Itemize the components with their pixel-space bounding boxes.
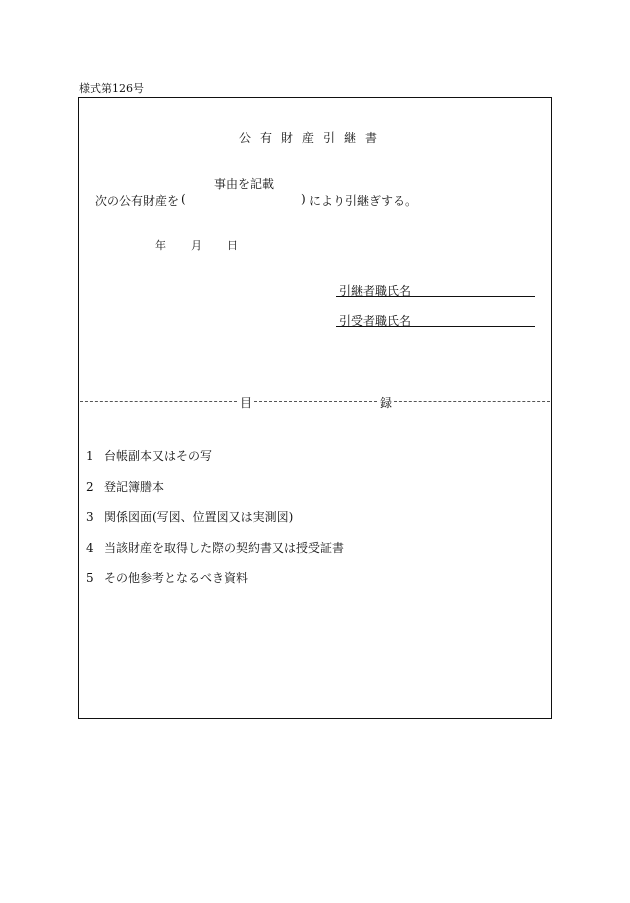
list-item-number: 3 (86, 510, 94, 524)
list-item-number: 5 (86, 571, 94, 585)
reason-note: 事由を記載 (214, 177, 275, 191)
list-item-text: その他参考となるべき資料 (104, 571, 249, 585)
form-number: 様式第126号 (79, 82, 144, 95)
transferor-name-label: 引継者職氏名 (339, 284, 412, 298)
list-item-text: 当該財産を取得した際の契約書又は授受証書 (104, 541, 345, 555)
receiver-signature-line (336, 326, 535, 327)
list-item-text: 台帳副本又はその写 (104, 449, 213, 463)
list-item (86, 508, 293, 525)
date-month-label: 月 (191, 239, 202, 252)
date-year-label: 年 (155, 239, 166, 252)
receiver-name-label: 引受者職氏名 (339, 314, 412, 328)
transferor-signature-line (336, 296, 535, 297)
catalog-divider-left (80, 401, 237, 402)
list-item-text: 関係図面(写図、位置図又は実測図) (104, 510, 294, 524)
document-frame (78, 97, 552, 719)
list-item (86, 569, 248, 586)
list-item-number: 4 (86, 541, 94, 555)
list-item-number: 2 (86, 480, 94, 494)
catalog-heading-right: 録 (380, 396, 393, 410)
date-day-label: 日 (227, 239, 238, 252)
paren-close: ) (301, 192, 306, 206)
document-title: 公有財産引継書 (239, 131, 387, 145)
sentence-suffix: により引継ぎする。 (309, 194, 418, 208)
list-item (86, 539, 344, 556)
catalog-divider-middle (254, 401, 377, 402)
paren-open: ( (181, 192, 186, 206)
sentence-prefix: 次の公有財産を (95, 194, 180, 208)
list-item (86, 447, 212, 464)
list-item (86, 478, 164, 495)
list-item-text: 登記簿謄本 (104, 480, 165, 494)
catalog-divider-right (394, 401, 550, 402)
catalog-heading-left: 目 (240, 396, 253, 410)
list-item-number: 1 (86, 449, 94, 463)
